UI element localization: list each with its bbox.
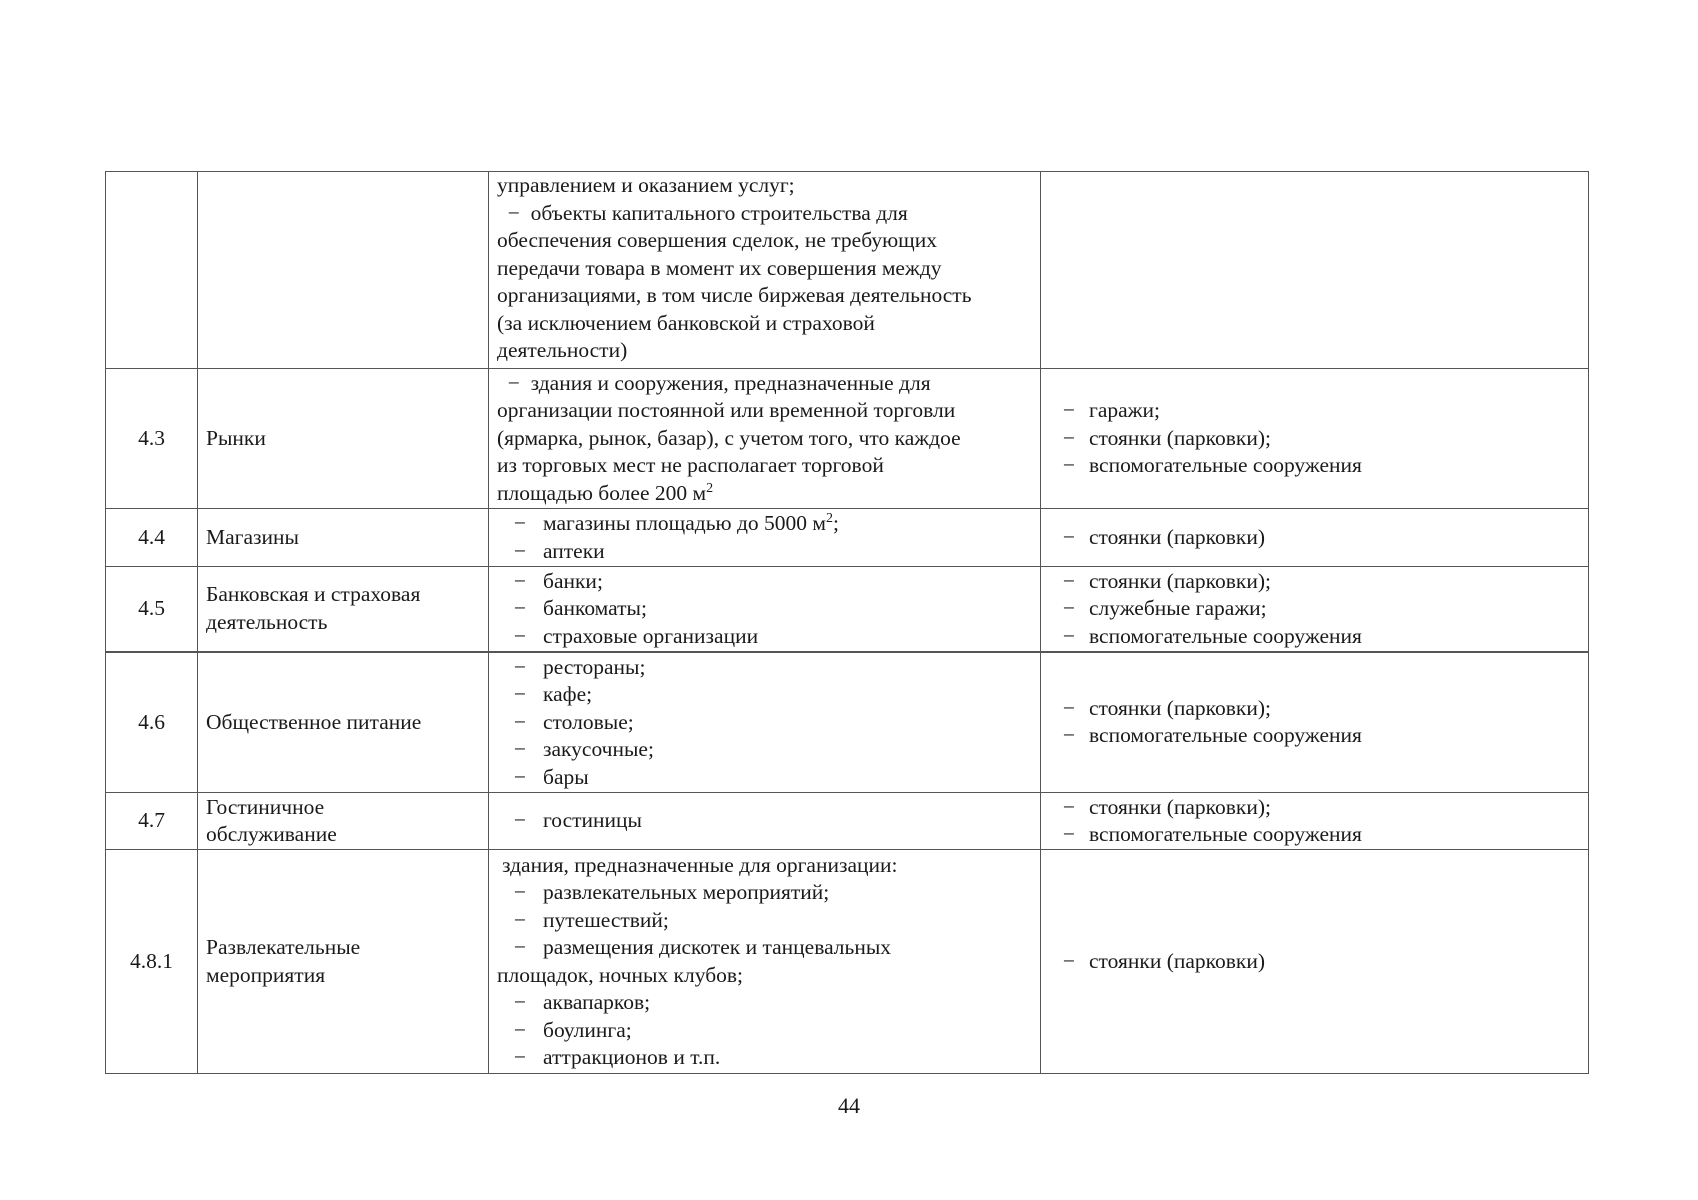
table-row: [106, 509, 1589, 567]
name-cell: Рынки: [198, 369, 489, 509]
main-use-text: ;: [833, 511, 839, 535]
main-use-item: [497, 1044, 1032, 1072]
main-use-text: столовые;: [543, 709, 634, 734]
name-cell: [198, 850, 489, 1074]
superscript-2: 2: [826, 510, 833, 526]
main-use-line: − объекты капитального строительства для: [497, 200, 908, 225]
aux-use-text: вспомогательные сооружения: [1089, 822, 1362, 846]
aux-use-text: стоянки (парковки);: [1089, 794, 1272, 819]
main-use-text: страховые организации: [543, 623, 759, 648]
main-use-line: обеспечения совершения сделок, не требующих: [497, 228, 937, 252]
name-cell: [198, 172, 489, 369]
main-use-item: [497, 681, 1032, 709]
main-use-line: организациями, в том числе биржевая деятельность: [497, 283, 972, 307]
main-use-line: управлением и оказанием услуг;: [497, 173, 795, 197]
aux-use-item: [1049, 722, 1580, 750]
dash-bullet: −: [1062, 524, 1076, 549]
superscript-2: 2: [706, 480, 714, 496]
main-use-text: площадью более 200 м: [497, 480, 707, 505]
main-use-item: [497, 907, 1032, 935]
main-use-text: гостиницы: [543, 808, 642, 833]
main-uses-cell: [489, 793, 1041, 850]
main-use-line: площадок, ночных клубов;: [497, 962, 744, 987]
main-use-item: [497, 568, 1032, 596]
main-use-text: аквапарков;: [543, 990, 651, 1014]
name-line: деятельность: [206, 609, 328, 634]
aux-use-item: [1049, 595, 1580, 623]
code-cell: 4.3: [106, 369, 198, 509]
code-cell: 4.5: [106, 567, 198, 652]
main-use-item: [497, 934, 1032, 962]
dash-bullet: −: [1062, 948, 1076, 973]
main-use-item: [497, 764, 1032, 792]
main-use-line: (за исключением банковской и страховой: [497, 310, 875, 335]
main-use-item: [497, 510, 1032, 538]
aux-use-text: стоянки (парковки);: [1089, 695, 1272, 720]
aux-uses-cell: [1041, 567, 1589, 652]
dash-bullet: −: [1062, 623, 1076, 648]
main-use-item: [497, 538, 1032, 566]
main-use-item: [497, 1017, 1032, 1045]
main-use-text: кафе;: [543, 682, 593, 706]
dash-bullet: −: [513, 935, 527, 959]
main-use-line: деятельности): [497, 338, 628, 362]
aux-uses-cell: [1041, 652, 1589, 793]
main-use-text: бары: [543, 764, 589, 789]
aux-use-item: [1049, 524, 1580, 552]
aux-use-text: стоянки (парковки): [1089, 524, 1266, 549]
dash-bullet: −: [513, 596, 527, 620]
main-uses-cell: [489, 369, 1041, 509]
main-use-text: развлекательных мероприятий;: [543, 880, 830, 904]
dash-bullet: −: [513, 808, 527, 833]
dash-bullet: −: [513, 568, 527, 593]
dash-bullet: −: [513, 880, 527, 904]
dash-bullet: −: [513, 623, 527, 648]
aux-use-text: вспомогательные сооружения: [1089, 623, 1362, 648]
aux-uses-cell: [1041, 369, 1589, 509]
code-cell: 4.7: [106, 793, 198, 850]
aux-use-text: служебные гаражи;: [1089, 596, 1267, 620]
aux-use-item: [1049, 425, 1580, 453]
name-cell: [198, 567, 489, 652]
aux-use-item: [1049, 794, 1580, 822]
dash-bullet: −: [513, 709, 527, 734]
name-cell: Общественное питание: [198, 652, 489, 793]
table-row: [106, 567, 1589, 652]
dash-bullet: −: [513, 907, 527, 932]
dash-bullet: −: [513, 511, 527, 535]
dash-bullet: −: [513, 682, 527, 706]
code-cell: 4.4: [106, 509, 198, 567]
aux-uses-cell: [1041, 172, 1589, 369]
main-uses-cell: [489, 652, 1041, 793]
dash-bullet: −: [513, 990, 527, 1014]
main-uses-cell: [489, 172, 1041, 369]
main-use-line: передачи товара в момент их совершения между: [497, 255, 942, 280]
dash-bullet: −: [1062, 695, 1076, 720]
dash-bullet: −: [513, 1045, 527, 1069]
main-use-text: рестораны;: [543, 654, 646, 679]
aux-use-item: [1049, 623, 1580, 651]
main-use-item: [497, 623, 1032, 651]
main-use-line: здания, предназначенные для организации:: [502, 852, 898, 877]
name-cell: Магазины: [198, 509, 489, 567]
table-row: [106, 172, 1589, 369]
dash-bullet: −: [513, 764, 527, 789]
main-use-item: [497, 879, 1032, 907]
aux-use-item: [1049, 695, 1580, 723]
main-use-text: закусочные;: [543, 737, 654, 761]
code-cell: 4.8.1: [106, 850, 198, 1074]
aux-uses-cell: [1041, 793, 1589, 850]
main-uses-cell: [489, 567, 1041, 652]
table-row: [106, 850, 1589, 1074]
main-use-item: [497, 709, 1032, 737]
main-use-item: [497, 736, 1032, 764]
dash-bullet: −: [513, 1017, 527, 1042]
main-use-text: боулинга;: [543, 1017, 632, 1042]
name-cell: [198, 793, 489, 850]
aux-use-text: стоянки (парковки);: [1089, 425, 1272, 450]
main-use-line: из торговых мест не располагает торговой: [497, 453, 884, 478]
aux-use-item: [1049, 568, 1580, 596]
name-line: Гостиничное: [206, 794, 325, 819]
dash-bullet: −: [1062, 822, 1076, 846]
main-use-line: [497, 480, 1032, 508]
dash-bullet: −: [513, 737, 527, 761]
aux-use-item: [1049, 452, 1580, 480]
name-line: мероприятия: [206, 962, 326, 987]
dash-bullet: −: [1062, 794, 1076, 819]
page-number: 44: [838, 1093, 860, 1118]
dash-bullet: −: [513, 654, 527, 679]
code-cell: [106, 172, 198, 369]
aux-use-text: стоянки (парковки);: [1089, 568, 1272, 593]
main-use-text: размещения дискотек и танцевальных: [543, 935, 892, 959]
main-use-line: организации постоянной или временной торговли: [497, 398, 956, 423]
main-uses-cell: [489, 850, 1041, 1074]
main-use-text: банкоматы;: [543, 596, 647, 620]
dash-bullet: −: [1062, 398, 1076, 423]
main-use-text: банки;: [543, 568, 603, 593]
aux-uses-cell: [1041, 509, 1589, 567]
aux-use-text: стоянки (парковки): [1089, 948, 1266, 973]
name-line: обслуживание: [206, 822, 337, 846]
dash-bullet: −: [513, 538, 527, 563]
dash-bullet: −: [1062, 723, 1076, 748]
name-line: Банковская и страховая: [206, 582, 421, 607]
main-use-text: аптеки: [543, 538, 605, 563]
main-use-item: [497, 654, 1032, 682]
name-line: Развлекательные: [206, 935, 361, 959]
dash-bullet: −: [1062, 425, 1076, 450]
main-use-line: (ярмарка, рынок, базар), с учетом того, что каждое: [497, 425, 961, 450]
main-use-line: − здания и сооружения, предназначенные для: [497, 370, 931, 395]
dash-bullet: −: [1062, 596, 1076, 620]
aux-uses-cell: [1041, 850, 1589, 1074]
main-use-item: [497, 989, 1032, 1017]
main-use-item: [497, 807, 1032, 835]
main-use-item: [497, 595, 1032, 623]
table-row: [106, 652, 1589, 793]
main-uses-cell: [489, 509, 1041, 567]
main-use-text: путешествий;: [543, 907, 669, 932]
aux-use-item: [1049, 821, 1580, 849]
aux-use-text: гаражи;: [1089, 398, 1160, 423]
dash-bullet: −: [1062, 453, 1076, 478]
aux-use-text: вспомогательные сооружения: [1089, 723, 1362, 748]
land-use-table: [105, 171, 1589, 1074]
aux-use-item: [1049, 948, 1580, 976]
main-use-text: магазины площадью до 5000 м: [543, 511, 826, 535]
aux-use-text: вспомогательные сооружения: [1089, 453, 1362, 478]
table-row: [106, 793, 1589, 850]
code-cell: 4.6: [106, 652, 198, 793]
dash-bullet: −: [1062, 568, 1076, 593]
main-use-text: аттракционов и т.п.: [543, 1045, 721, 1069]
aux-use-item: [1049, 397, 1580, 425]
table-row: [106, 369, 1589, 509]
